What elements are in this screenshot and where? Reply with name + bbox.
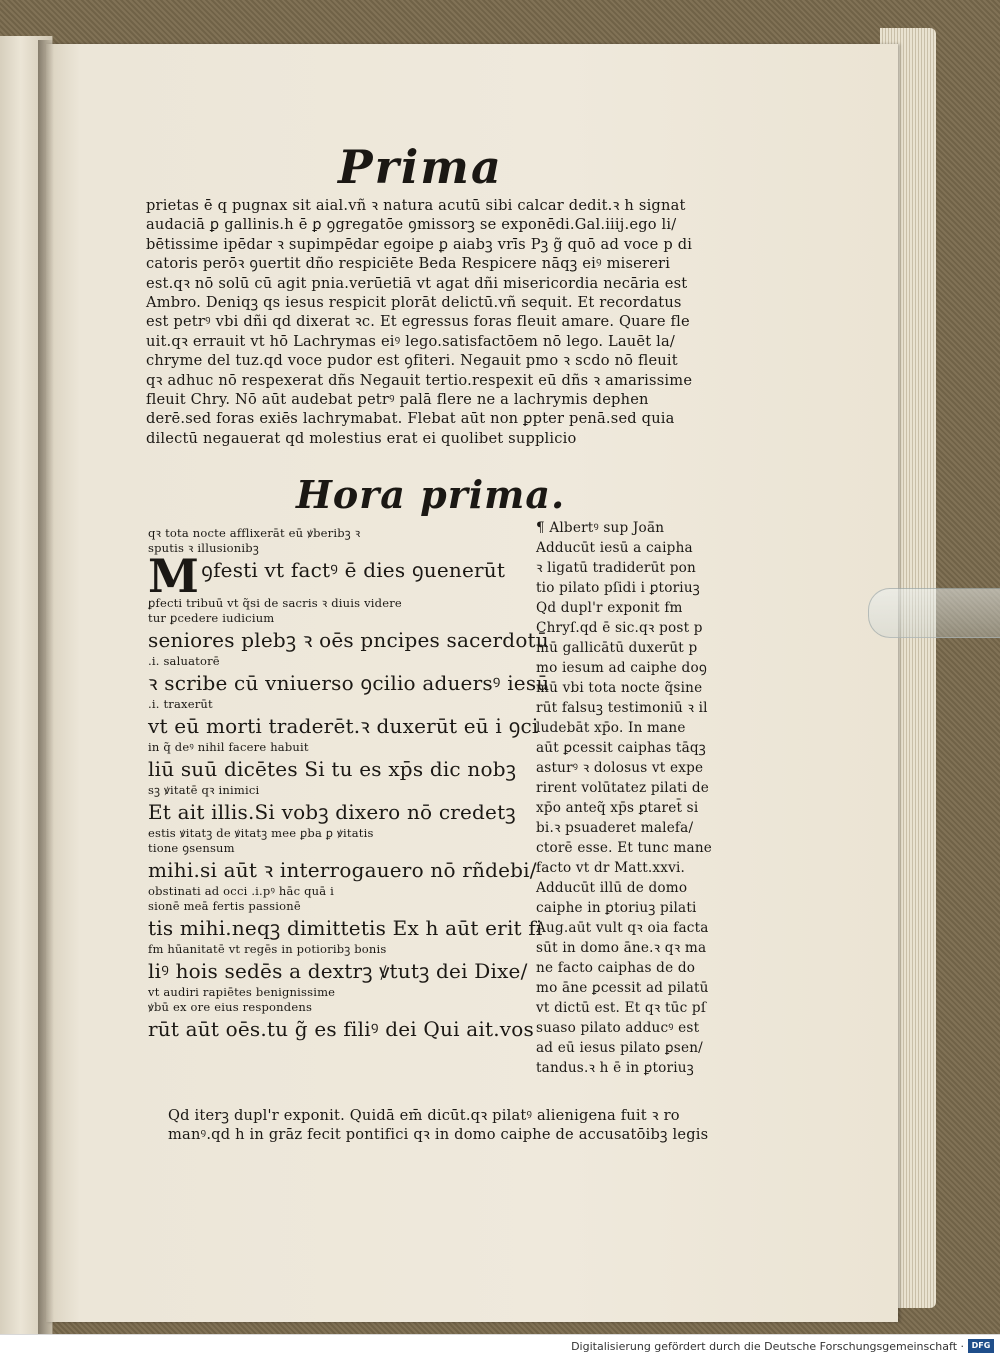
text-line: manꝰ.qd h in grāz fecit pontifici qꝛ in domo caiphe de accusatōibꝫ legis	[168, 1126, 709, 1144]
main-text-line: liū suū dicētes Si tu es xp̄s dic nobꝫ	[148, 757, 517, 781]
text-line: catoris perōꝛ ꝯuertit dño respiciēte Beda Respicere nāqꝫ eiꝰ misereri	[146, 255, 671, 273]
commentary-line: tio pilato pſidi i ꝑtoriuꝫ	[536, 580, 700, 596]
commentary-line: ¶ Albertꝰ sup Joā̄n	[536, 520, 665, 536]
interlinear-gloss: obstinati ad occi .i.pꝰ hāc quā i	[148, 884, 335, 898]
main-text-line: ꝯfesti vt factꝰ ē dies ꝯuenerūt	[201, 558, 506, 582]
commentary-line: asturꝰ ꝛ dolosus vt expe	[536, 760, 704, 776]
main-text-line: Et ait illis.Si vobꝫ dixero nō credetꝫ	[148, 800, 516, 824]
main-text-line: vt eū morti traderēt.ꝛ duxerūt eū i ꝯci	[148, 714, 539, 738]
commentary-line: bi.ꝛ psuaderet malefa/	[536, 820, 694, 836]
bottom-text-block	[168, 1106, 748, 1145]
main-text-line: seniores plebꝫ ꝛ oēs pncipes sacerdotū	[148, 628, 549, 652]
commentary-line: ad eū iesus pilato ꝑsen/	[536, 1040, 703, 1056]
text-line: est.qꝛ nō solū cū agit pnia.verūetiā vt agat dñi misericordia necāria est	[146, 274, 688, 292]
commentary-column	[536, 518, 746, 1078]
text-line: derē.sed foras exiēs lachrymabat. Flebat aūt non ꝑpter penā.sed quia	[146, 410, 675, 428]
interlinear-gloss: in q̃ deꝰ nihil facere habuit	[148, 740, 309, 754]
section-title: Hora prima.	[296, 472, 566, 517]
text-line: prietas ē q pugnax sit aial.vñ ꝛ natura acutū sibi calcar dedit.ꝛ h signat	[146, 197, 686, 214]
commentary-line: ludebāt xp̄o. In mane	[536, 720, 686, 736]
dfg-logo: DFG	[968, 1339, 994, 1353]
interlinear-gloss: ꝟbū ex ore eius respondens	[148, 1000, 313, 1014]
interlinear-gloss: estis ꝟitatꝫ de ꝟitatꝫ mee ꝑba ꝑ ꝟitatis	[148, 826, 374, 840]
interlinear-gloss: qꝛ tota nocte afflixerāt eū ꝟberibꝫ ꝛ	[148, 526, 361, 540]
interlinear-gloss: sionē meā fertis passionē	[148, 899, 301, 913]
commentary-line: vt dictū est. Et qꝛ tūc pſ	[536, 1000, 707, 1016]
interlinear-gloss: ꝑfecti tribuū vt q̃si de sacris ꝛ diuis videre	[148, 596, 402, 610]
main-text-column	[148, 526, 550, 1043]
page-gutter	[38, 40, 54, 1334]
commentary-line: sūt in domo āne.ꝛ qꝛ ma	[536, 940, 707, 956]
text-line: uit.qꝛ errauit vt hō Lachrymas eiꝰ lego.satisfactōem nō lego. Lauēt la/	[146, 332, 676, 350]
text-line: Ambro. Deniqꝫ qs iesus respicit plorāt delictū.vñ sequit. Et recordatus	[146, 294, 682, 312]
running-head: Prima	[338, 140, 503, 194]
main-text-line: ꝛ scribe cū vniuerso ꝯcilio aduersꝰ iesū	[148, 671, 550, 695]
text-line: est petrꝰ vbi dñi qd dixerat ꝛc. Et egressus foras fleuit amare. Quare fle	[146, 313, 690, 331]
main-text-line: liꝰ hois sedēs a dextrꝫ ꝟtutꝫ dei Dixe/	[148, 959, 528, 983]
commentary-line: Adducūt illū de domo	[536, 880, 688, 896]
text-line: dilectū negauerat qd molestius erat ei quolibet supplicio	[146, 429, 577, 447]
interlinear-gloss: .i. traxerūt	[148, 697, 213, 711]
interlinear-gloss: .i. saluatorē	[148, 654, 220, 668]
main-text-line: rūt aūt oēs.tu g̃ es filiꝰ dei Qui ait.vos	[148, 1017, 534, 1041]
commentary-line: mo iesum ad caiphe doꝯ	[536, 660, 708, 676]
commentary-line: xp̄o anteq̃ xp̄s ꝑtaret̄ si	[536, 800, 699, 816]
interlinear-gloss: tur ꝑcedere iudicium	[148, 611, 275, 625]
text-line: bētissime ipēdar ꝛ supimpēdar egoipe ꝑ aiabꝫ vrīs Pꝫ g̃ quō ad voce p di	[146, 235, 693, 253]
interlinear-gloss: fm hūanitatē vt regēs in potioribꝫ bonis	[148, 942, 387, 956]
commentary-line: tandus.ꝛ h ē in ꝑtoriuꝫ	[536, 1060, 694, 1076]
commentary-line: mū gallicātū duxerūt p	[536, 640, 698, 656]
text-line: fleuit Chry. Nō aūt audebat petrꝰ palā flere ne a lachrymis dephen	[146, 391, 649, 409]
commentary-line: caiphe in ꝑtoriuꝫ pilati	[536, 900, 697, 916]
commentary-line: aūt ꝑcessit caiphas tāqꝫ	[536, 740, 706, 756]
text-line: Qd iterꝫ dupl'r exponit. Quidā em̄ dicūt.qꝛ pilatꝰ alienigena fuit ꝛ ro	[168, 1107, 680, 1124]
interlinear-gloss: tione ꝯsensum	[148, 841, 235, 855]
commentary-line: facto vt dr Matt.xxvi.	[536, 860, 686, 876]
text-line: qꝛ adhuc nō respexerat dñs Negauit tertio.respexit eū dñs ꝛ amarissime	[146, 371, 693, 389]
commentary-line: Aug.aūt vult qꝛ oia facta	[536, 920, 709, 936]
interlinear-gloss: vt audiri rapiētes benignissime	[148, 985, 336, 999]
top-text-block	[146, 196, 746, 448]
bookmark-strip	[868, 588, 1000, 638]
text-line: chryme del tuz.qd voce pudor est ꝯfiteri. Negauit pmo ꝛ scdo nō fleuit	[146, 352, 678, 370]
commentary-line: suaso pilato adducꝰ est	[536, 1020, 700, 1036]
main-text-line: mihi.si aūt ꝛ interrogauero nō rñdebi/	[148, 858, 537, 882]
footer-bar	[0, 1334, 1000, 1358]
commentary-line: mo āne ꝑcessit ad pilatū	[536, 980, 709, 996]
commentary-line: rūt falsuꝫ testimoniū ꝛ il	[536, 700, 708, 716]
main-text-line: tis mihi.neqꝫ dimittetis Ex h aūt erit fi	[148, 916, 543, 940]
text-line: audaciā ꝑ gallinis.h ē ꝑ ꝯgregatōe ꝯmissorꝫ se exponēdi.Gal.iiij.ego li/	[146, 216, 677, 234]
commentary-line: ne facto caiphas de do	[536, 960, 696, 976]
commentary-line: rirent volūtatez pilati de	[536, 780, 710, 796]
funding-credit: Digitalisierung gefördert durch die Deutsche Forschungsgemeinschaft ·	[571, 1340, 964, 1353]
commentary-line: ctorē esse. Et tunc mane	[536, 840, 713, 856]
commentary-line: Chryſ.qd ē sic.qꝛ post p	[536, 620, 703, 636]
commentary-line: ꝛ ligatū tradiderūt pon	[536, 560, 696, 576]
interlinear-gloss: sꝫ ꝟitatē qꝛ inimici	[148, 783, 260, 797]
interlinear-gloss: sputis ꝛ illusionibꝫ	[148, 541, 259, 555]
commentary-line: Qd dupl'r exponit fm	[536, 600, 683, 616]
commentary-line: mū vbi tota nocte q̃sine	[536, 680, 703, 696]
decorated-initial: M	[148, 549, 200, 603]
commentary-line: Adducūt iesū a caipha	[536, 540, 693, 556]
